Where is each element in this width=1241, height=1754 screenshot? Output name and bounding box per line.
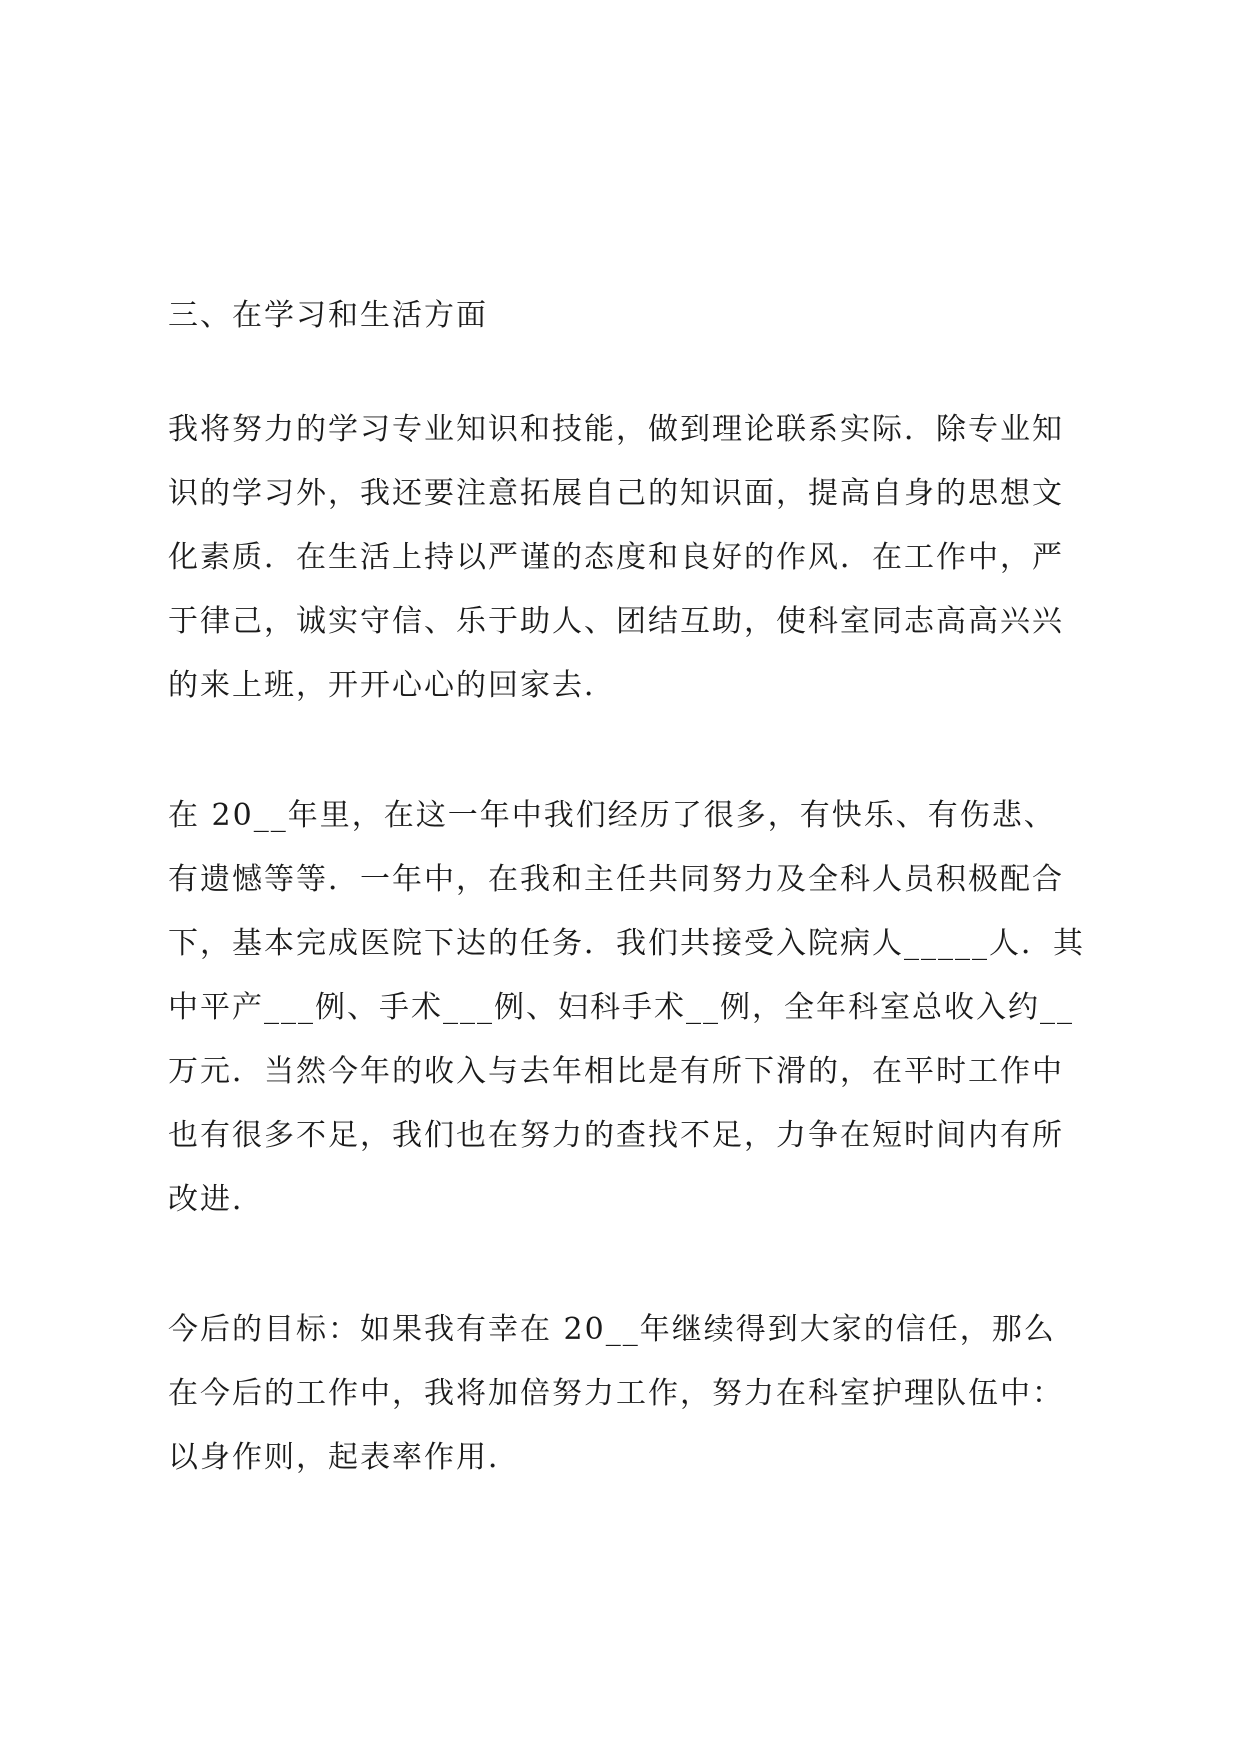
text-line: 在今后的工作中，我将加倍努力工作，努力在科室护理队伍中： xyxy=(168,1376,1064,1411)
text-line: 下，基本完成医院下达的任务．我们共接受入院病人_____人．其 xyxy=(168,926,1085,961)
paragraph-future-goals xyxy=(168,1298,1093,1490)
paragraph-year-review xyxy=(168,784,1093,1232)
text-line: 中平产___例、手术___例、妇科手术__例，全年科室总收入约__ xyxy=(168,990,1074,1025)
section-heading: 三、在学习和生活方面 xyxy=(168,298,488,333)
text-line: 万元．当然今年的收入与去年相比是有所下滑的，在平时工作中 xyxy=(168,1054,1064,1089)
text-line: 识的学习外，我还要注意拓展自己的知识面，提高自身的思想文 xyxy=(168,476,1064,511)
text-line: 改进． xyxy=(168,1182,264,1217)
paragraph-study-life xyxy=(168,398,1093,718)
document-body xyxy=(168,292,1093,1556)
text-line: 于律己，诚实守信、乐于助人、团结互助，使科室同志高高兴兴 xyxy=(168,604,1064,639)
text-line: 有遗憾等等．一年中，在我和主任共同努力及全科人员积极配合 xyxy=(168,862,1064,897)
text-line: 今后的目标：如果我有幸在 20__年继续得到大家的信任，那么 xyxy=(168,1312,1056,1347)
text-line: 也有很多不足，我们也在努力的查找不足，力争在短时间内有所 xyxy=(168,1118,1064,1153)
text-line: 以身作则，起表率作用． xyxy=(168,1440,520,1475)
text-line: 的来上班，开开心心的回家去． xyxy=(168,668,616,703)
text-line: 我将努力的学习专业知识和技能，做到理论联系实际．除专业知 xyxy=(168,412,1064,447)
text-line: 化素质．在生活上持以严谨的态度和良好的作风．在工作中，严 xyxy=(168,540,1064,575)
text-line: 在 20__年里，在这一年中我们经历了很多，有快乐、有伤悲、 xyxy=(168,798,1056,833)
